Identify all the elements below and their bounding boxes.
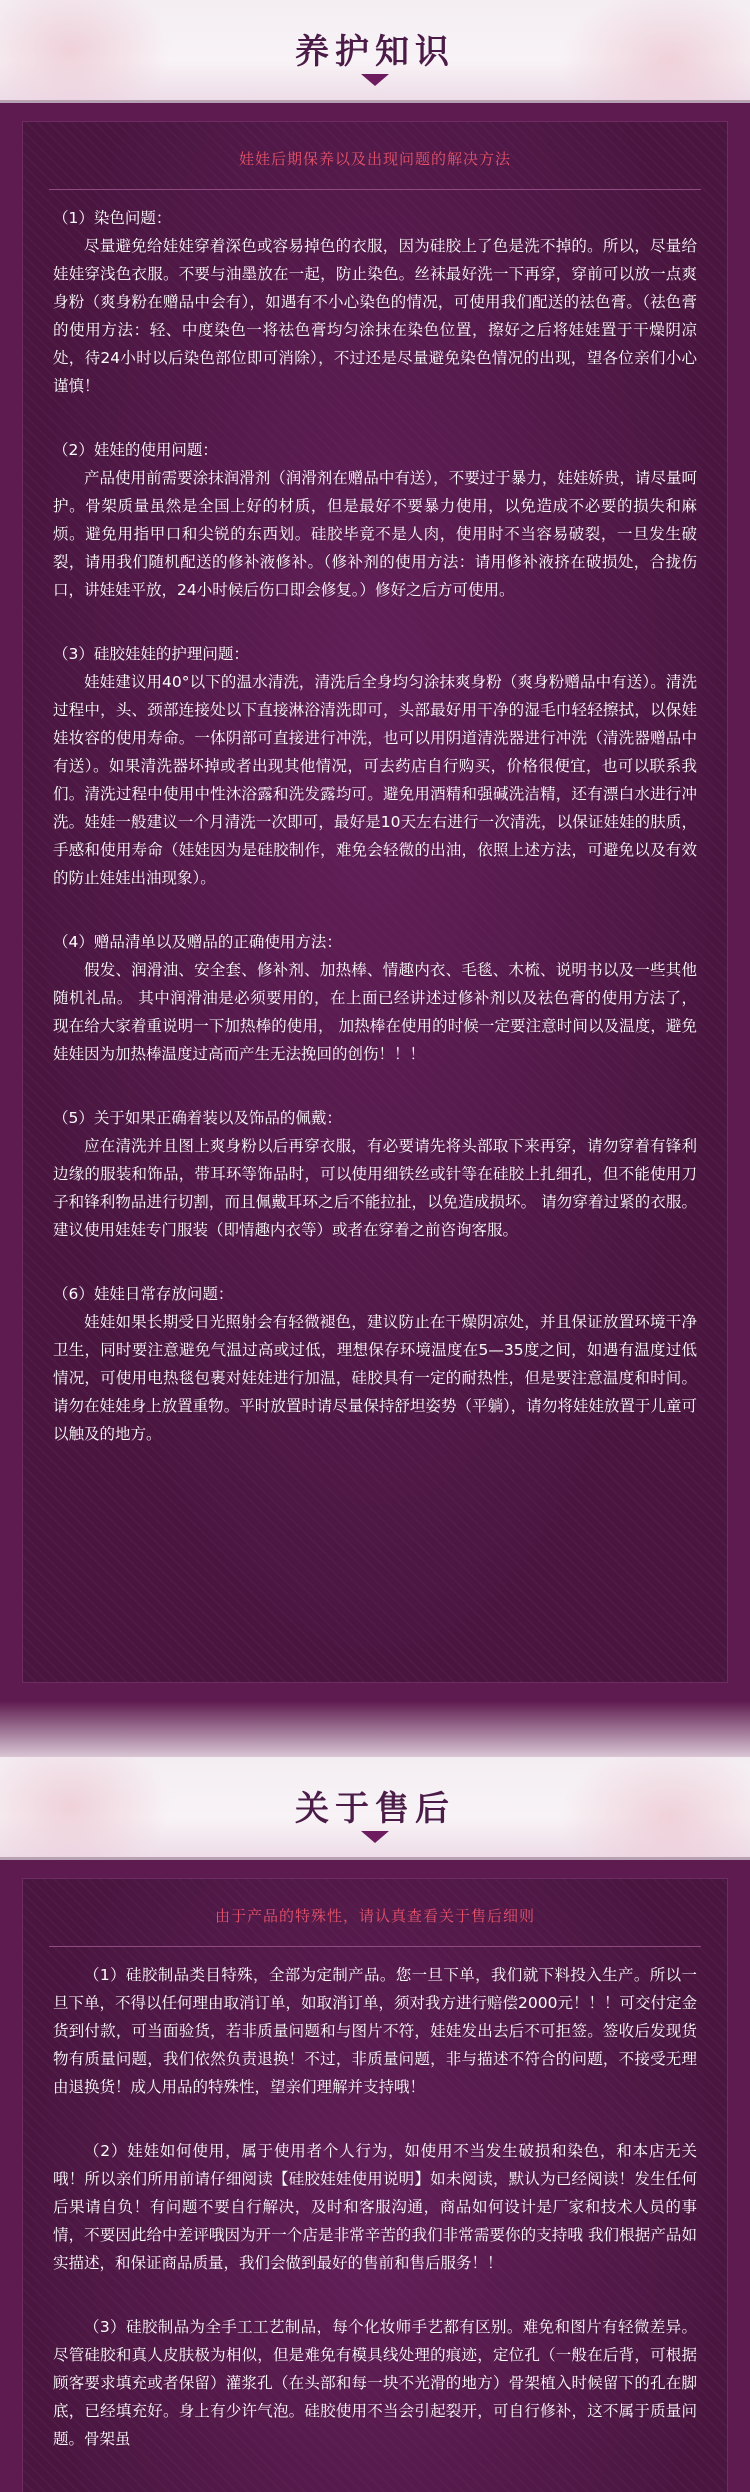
aftersale-section-handmade <box>23 2313 727 2453</box>
aftersale-section-usage <box>23 2137 727 2277</box>
care-section-usage <box>23 436 727 604</box>
section-heading: （2）娃娃的使用问题： <box>53 441 218 459</box>
aftersale-title: 关于售后 <box>295 1789 455 1829</box>
section-body: 假发、润滑油、安全套、修补剂、加热棒、情趣内衣、毛毯、木梳、说明书以及一些其他随机礼品。 其中润滑油是必须要用的，在上面已经讲述过修补剂以及祛色膏的使用方法了， 现在给大家着重说明一下加热棒的使用， 加热棒在使用的时候一定要注意时间以及温度，避免娃娃因为加热棒温度过高而产生无法挽回的创伤！！！ <box>53 961 697 1063</box>
aftersale-panel <box>22 1878 728 2492</box>
section-heading: （6）娃娃日常存放问题： <box>53 1285 234 1303</box>
aftersale-subtitle: 由于产品的特殊性，请认真查看关于售后细则 <box>214 1907 535 1925</box>
aftersale-arrow-icon <box>361 1831 389 1843</box>
aftersale-section-custom <box>23 1961 727 2101</box>
section-body: 应在清洗并且图上爽身粉以后再穿衣服，有必要请先将头部取下来再穿，请勿穿着有锋利边缘的服装和饰品，带耳环等饰品时，可以使用细铁丝或针等在硅胶上扎细孔，但不能使用刀子和锋利物品进行切割，而且佩戴耳环之后不能拉扯，以免造成损坏。 请勿穿着过紧的衣服。建议使用娃娃专门服装（即情趣内衣等）或者在穿着之前咨询客服。 <box>53 1137 697 1239</box>
care-section-storage <box>23 1280 727 1448</box>
section-body: （3）硅胶制品为全手工工艺制品，每个化妆师手艺都有区别。难免和图片有轻微差异。尽管硅胶和真人皮肤极为相似，但是难免有模具线处理的痕迹，定位孔（一般在后背，可根据顾客要求填充或者保留）灌浆孔（在头部和每一块不光滑的地方）骨架植入时候留下的孔在脚底，已经填充好。身上有少许气泡。硅胶使用不当会引起裂开，可自行修补，这不属于质量问题。骨架虽 <box>53 2318 697 2448</box>
care-section-gifts <box>23 928 727 1068</box>
section-divider-band <box>0 1701 750 1757</box>
section-body: （2）娃娃如何使用，属于使用者个人行为，如使用不当发生破损和染色，和本店无关哦！所以亲们所用前请仔细阅读【硅胶娃娃使用说明】如未阅读，默认为已经阅读！发生任何后果请自负！有问题不要自行解决，及时和客服沟通，商品如何设计是厂家和技术人员的事情，不要因此给中差评哦因为开一个店是非常辛苦的我们非常需要你的支持哦 我们根据产品如实描述，和保证商品质量，我们会做到最好的售前和售后服务！！ <box>53 2142 697 2272</box>
section-heading: （4）赠品清单以及赠品的正确使用方法： <box>53 933 342 951</box>
care-arrow-icon <box>361 74 389 86</box>
care-section-maintenance <box>23 640 727 892</box>
care-section-dressing <box>23 1104 727 1244</box>
section-body: 娃娃如果长期受日光照射会有轻微褪色，建议防止在干燥阴凉处，并且保证放置环境干净卫生，同时要注意避免气温过高或过低，理想保存环境温度在5—35度之间，如遇有温度过低情况，可使用电热毯包裹对娃娃进行加温，硅胶具有一定的耐热性，但是要注意温度和时间。 请勿在娃娃身上放置重物。平时放置时请尽量保持舒坦姿势（平躺），请勿将娃娃放置于儿童可以触及的地方。 <box>53 1313 697 1443</box>
section-body: （1）硅胶制品类目特殊，全部为定制产品。您一旦下单，我们就下料投入生产。所以一旦下单，不得以任何理由取消订单，如取消订单，须对我方进行赔偿2000元！！！可交付定金货到付款，可当面验货，若非质量问题和与图片不符，娃娃发出去后不可拒签。签收后发现货物有质量问题，我们依然负责退换！不过，非质量问题，非与描述不符合的问题，不接受无理由退换货！成人用品的特殊性，望亲们理解并支持哦！ <box>53 1966 697 2096</box>
aftersale-divider <box>49 1946 701 1947</box>
care-title: 养护知识 <box>295 32 455 72</box>
care-divider <box>49 189 701 190</box>
section-heading: （1）染色问题： <box>53 209 172 227</box>
aftersale-banner <box>0 1757 750 1860</box>
section-body: 尽量避免给娃娃穿着深色或容易掉色的衣服，因为硅胶上了色是洗不掉的。所以，尽量给娃娃穿浅色衣服。不要与油墨放在一起，防止染色。丝袜最好洗一下再穿，穿前可以放一点爽身粉（爽身粉在赠品中会有），如遇有不小心染色的情况，可使用我们配送的祛色膏。（祛色膏的使用方法：轻、中度染色一将祛色膏均匀涂抹在染色位置，擦好之后将娃娃置于干燥阴凉处，待24小时以后染色部位即可消除），不过还是尽量避免染色情况的出现，望各位亲们小心谨慎！ <box>53 237 697 395</box>
section-heading: （5）关于如果正确着装以及饰品的佩戴： <box>53 1109 342 1127</box>
care-banner <box>0 0 750 103</box>
care-subtitle: 娃娃后期保养以及出现问题的解决方法 <box>238 150 511 168</box>
care-panel <box>22 121 728 1683</box>
section-body: 产品使用前需要涂抹润滑剂（润滑剂在赠品中有送），不要过于暴力，娃娃娇贵，请尽量呵护。骨架质量虽然是全国上好的材质，但是最好不要暴力使用，以免造成不必要的损失和麻烦。避免用指甲口和尖锐的东西划。硅胶毕竟不是人肉，使用时不当容易破裂，一旦发生破裂，请用我们随机配送的修补液修补。（修补剂的使用方法：请用修补液挤在破损处，合拢伤口，讲娃娃平放，24小时候后伤口即会修复。）修好之后方可使用。 <box>53 469 697 599</box>
section-body: 娃娃建议用40°以下的温水清洗，清洗后全身均匀涂抹爽身粉（爽身粉赠品中有送）。清洗过程中，头、颈部连接处以下直接淋浴清洗即可，头部最好用干净的湿毛巾轻轻擦拭，以保娃娃妆容的使用寿命。一体阴部可直接进行冲洗，也可以用阴道清洗器进行冲洗（清洗器赠品中有送）。如果清洗器坏掉或者出现其他情况，可去药店自行购买，价格很便宜，也可以联系我们。清洗过程中使用中性沐浴露和洗发露均可。避免用酒精和强碱洗洁精，还有漂白水进行冲洗。娃娃一般建议一个月清洗一次即可，最好是10天左右进行一次清洗，以保证娃娃的肤质，手感和使用寿命（娃娃因为是硅胶制作，难免会轻微的出油，依照上述方法，可避免以及有效的防止娃娃出油现象）。 <box>53 673 697 887</box>
section-heading: （3）硅胶娃娃的护理问题： <box>53 645 249 663</box>
care-section-dyeing <box>23 204 727 400</box>
